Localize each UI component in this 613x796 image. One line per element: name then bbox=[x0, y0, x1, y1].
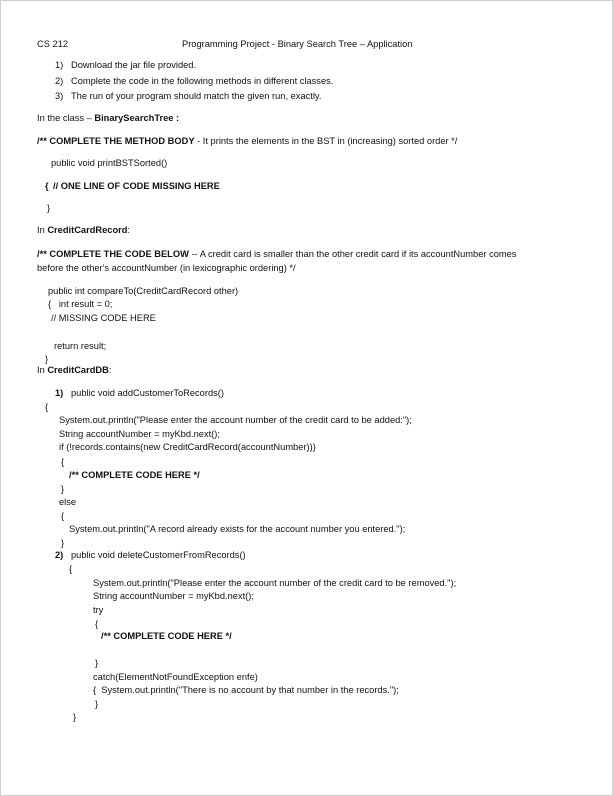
bst-method-signature: public void printBSTSorted() bbox=[51, 158, 168, 168]
instruction-number: 1) bbox=[55, 60, 64, 70]
method2-line2: String accountNumber = myKbd.next(); bbox=[93, 591, 254, 601]
bst-class-name: BinarySearchTree bbox=[94, 113, 174, 123]
bst-intro-prefix: In the class – bbox=[37, 113, 95, 123]
ccdb-intro-suffix: : bbox=[108, 365, 112, 375]
ccdb-method1-heading bbox=[55, 388, 224, 399]
ccr-comment bbox=[37, 249, 516, 260]
document-title: Programming Project - Binary Search Tree – Application bbox=[182, 39, 413, 49]
bst-comment-bold: /** COMPLETE THE METHOD BODY bbox=[37, 136, 195, 146]
method1-else-line: System.out.println("A record already exists for the account number you entered."); bbox=[69, 524, 406, 534]
method1-open-brace: { bbox=[45, 402, 49, 412]
method1-complete-code: /** COMPLETE CODE HERE */ bbox=[69, 470, 200, 480]
ccr-close-brace: } bbox=[45, 354, 49, 364]
ccr-result-line: { int result = 0; bbox=[48, 299, 113, 309]
ccdb-intro-prefix: In bbox=[37, 365, 48, 375]
instruction-text: Complete the code in the following methods in different classes. bbox=[71, 76, 334, 86]
method2-try: try bbox=[93, 605, 104, 615]
ccdb-method2-heading bbox=[55, 550, 246, 561]
ccr-class-name: CreditCardRecord bbox=[47, 225, 128, 235]
method2-number: 2) bbox=[55, 550, 64, 560]
method2-try-open: { bbox=[95, 619, 99, 629]
bst-comment-rest: - It prints the elements in the BST in (increasing) sorted order */ bbox=[194, 136, 458, 146]
instruction-text: Download the jar file provided. bbox=[71, 60, 197, 70]
bst-missing-line: // ONE LINE OF CODE MISSING HERE bbox=[53, 181, 220, 191]
ccdb-class-name: CreditCardDB bbox=[47, 365, 109, 375]
method1-number: 1) bbox=[55, 388, 64, 398]
method1-line1: System.out.println("Please enter the account number of the credit card to be added:"); bbox=[59, 415, 412, 425]
method2-catch-close: } bbox=[95, 699, 99, 709]
instruction-item bbox=[55, 76, 333, 87]
instruction-item bbox=[55, 60, 196, 71]
ccr-comment-bold: /** COMPLETE THE CODE BELOW bbox=[37, 249, 189, 259]
method1-if-close: } bbox=[61, 484, 65, 494]
bst-open-brace: { bbox=[45, 181, 49, 191]
method1-else-open: { bbox=[61, 511, 65, 521]
method1-else: else bbox=[59, 497, 77, 507]
ccr-comment-rest: -- A credit card is smaller than the other credit card if its accountNumber comes bbox=[188, 249, 517, 259]
ccr-intro-prefix: In bbox=[37, 225, 48, 235]
method1-signature: public void addCustomerToRecords() bbox=[71, 388, 224, 398]
instruction-text: The run of your program should match the given run, exactly. bbox=[71, 91, 322, 101]
method2-catch-line: { System.out.println("There is no account by that number in the records."); bbox=[93, 685, 399, 695]
instruction-item bbox=[55, 91, 321, 102]
ccr-missing-line: // MISSING CODE HERE bbox=[51, 313, 156, 323]
method1-if-open: { bbox=[61, 457, 65, 467]
method2-close-brace: } bbox=[73, 712, 77, 722]
bst-intro-suffix: : bbox=[173, 113, 180, 123]
bst-comment bbox=[37, 136, 457, 147]
course-code: CS 212 bbox=[37, 39, 69, 49]
bst-intro bbox=[37, 113, 179, 124]
instruction-number: 3) bbox=[55, 91, 64, 101]
ccr-return-line: return result; bbox=[54, 341, 107, 351]
ccr-intro bbox=[37, 225, 130, 236]
method2-complete-code: /** COMPLETE CODE HERE */ bbox=[101, 631, 232, 641]
method2-signature: public void deleteCustomerFromRecords() bbox=[71, 550, 246, 560]
method1-line3: if (!records.contains(new CreditCardRecord(accountNumber))) bbox=[59, 442, 316, 452]
method2-line1: System.out.println("Please enter the account number of the credit card to be removed."); bbox=[93, 578, 457, 588]
method2-try-close: } bbox=[95, 658, 99, 668]
instruction-number: 2) bbox=[55, 76, 64, 86]
ccr-comment-line2: before the other's accountNumber (in lexicographic ordering) */ bbox=[37, 263, 296, 273]
ccdb-intro bbox=[37, 365, 111, 376]
method2-catch: catch(ElementNotFoundException enfe) bbox=[93, 672, 258, 682]
ccr-intro-suffix: : bbox=[127, 225, 131, 235]
method1-else-close: } bbox=[61, 538, 65, 548]
ccr-method-signature: public int compareTo(CreditCardRecord other) bbox=[48, 286, 239, 296]
bst-close-brace: } bbox=[47, 203, 51, 213]
method1-line2: String accountNumber = myKbd.next(); bbox=[59, 429, 220, 439]
method2-open-brace: { bbox=[69, 564, 73, 574]
